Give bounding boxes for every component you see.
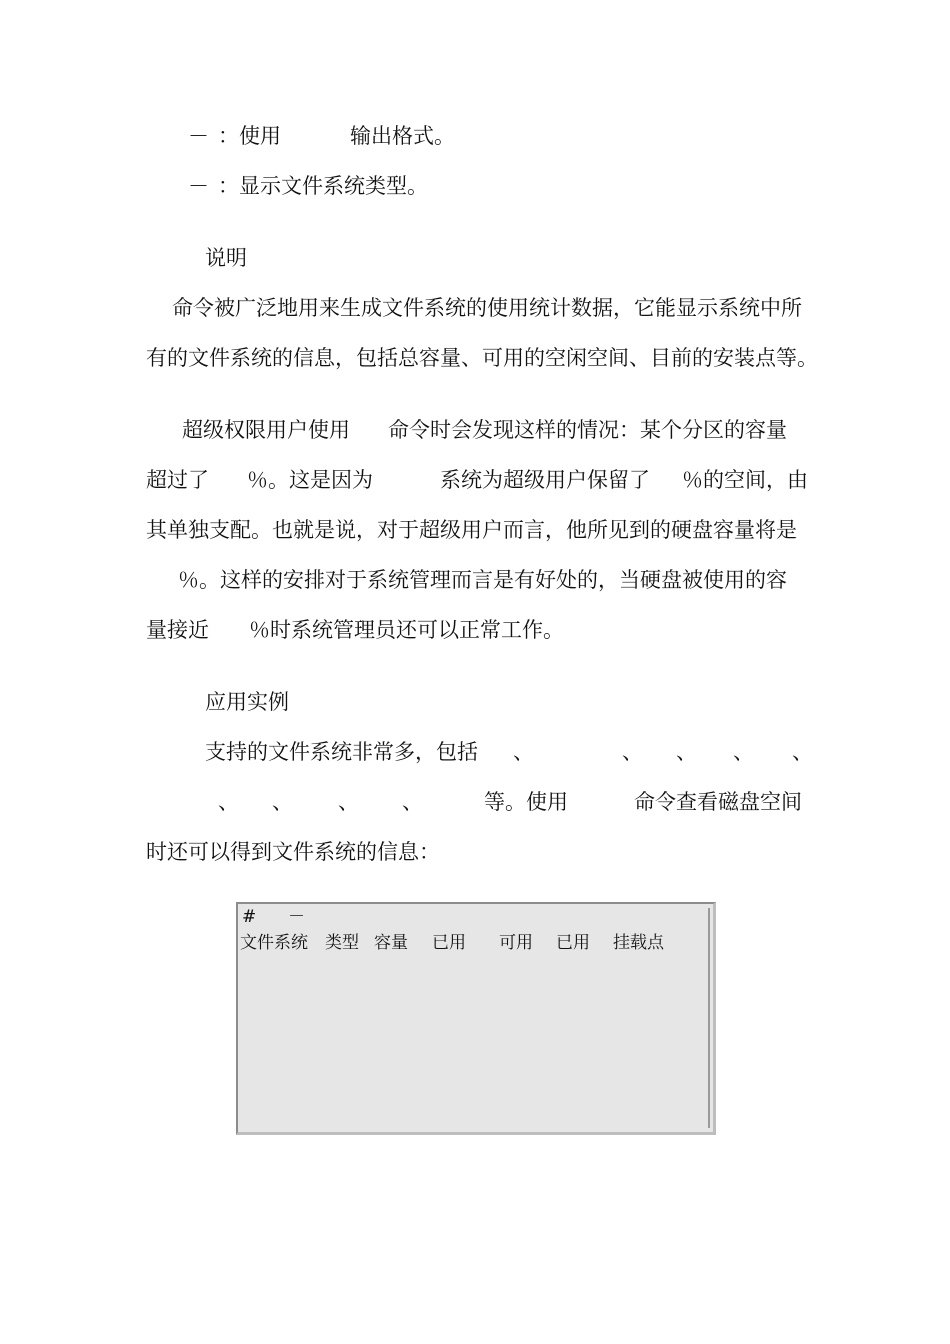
list-separator: 、 [218,790,239,814]
column-header-mountpoint: 挂载点 [613,933,664,953]
list-separator: 、 [622,740,643,764]
paragraph-line: 有的文件系统的信息，包括总容量、可用的空闲空间、目前的安装点等。 [146,346,818,370]
list-separator: 、 [513,740,534,764]
list-separator: 、 [676,740,697,764]
column-header-size: 容量 [374,933,408,953]
paragraph-line: 时还可以得到文件系统的信息： [146,840,440,864]
paragraph-fragment: 量接近 [146,618,209,642]
terminal-command-dash: － [288,907,305,927]
column-header-used-percent: 已用 [556,933,590,953]
paragraph-line: 命令被广泛地用来生成文件系统的使用统计数据，它能显示系统中所 [172,296,802,320]
terminal-output-box [236,902,716,1135]
option-dash: － [188,174,209,198]
paragraph-fragment: ％的空间，由 [682,468,808,492]
column-header-type: 类型 [325,933,359,953]
terminal-inner-border [708,908,710,1128]
paragraph-fragment: ％。这是因为 [247,468,373,492]
paragraph-line: 其单独支配。也就是说，对于超级用户而言，他所见到的硬盘容量将是 [146,518,797,542]
list-separator: 、 [792,740,813,764]
list-separator: 、 [272,790,293,814]
paragraph-fragment: 超过了 [146,468,209,492]
paragraph-fragment: ％时系统管理员还可以正常工作。 [249,618,564,642]
option-dash: － [188,124,209,148]
option-suffix: 输出格式。 [350,124,455,148]
column-header-available: 可用 [499,933,533,953]
terminal-prompt: # [242,907,257,927]
paragraph-line: 超级权限用户使用 [182,418,350,442]
column-header-used: 已用 [432,933,466,953]
option-text: ：显示文件系统类型。 [218,174,428,198]
paragraph-line: 命令时会发现这样的情况：某个分区的容量 [388,418,787,442]
column-header-filesystem: 文件系统 [240,933,308,953]
paragraph-line: 支持的文件系统非常多，包括 [205,740,478,764]
section-heading: 说明 [205,246,247,270]
paragraph-fragment: 命令查看磁盘空间 [634,790,802,814]
paragraph-line: ％。这样的安排对于系统管理而言是有好处的，当硬盘被使用的容 [178,568,787,592]
paragraph-fragment: 系统为超级用户保留了 [440,468,650,492]
section-heading: 应用实例 [205,690,289,714]
paragraph-fragment: 等。使用 [484,790,568,814]
list-separator: 、 [402,790,423,814]
list-separator: 、 [338,790,359,814]
option-text: ：使用 [218,124,281,148]
list-separator: 、 [733,740,754,764]
